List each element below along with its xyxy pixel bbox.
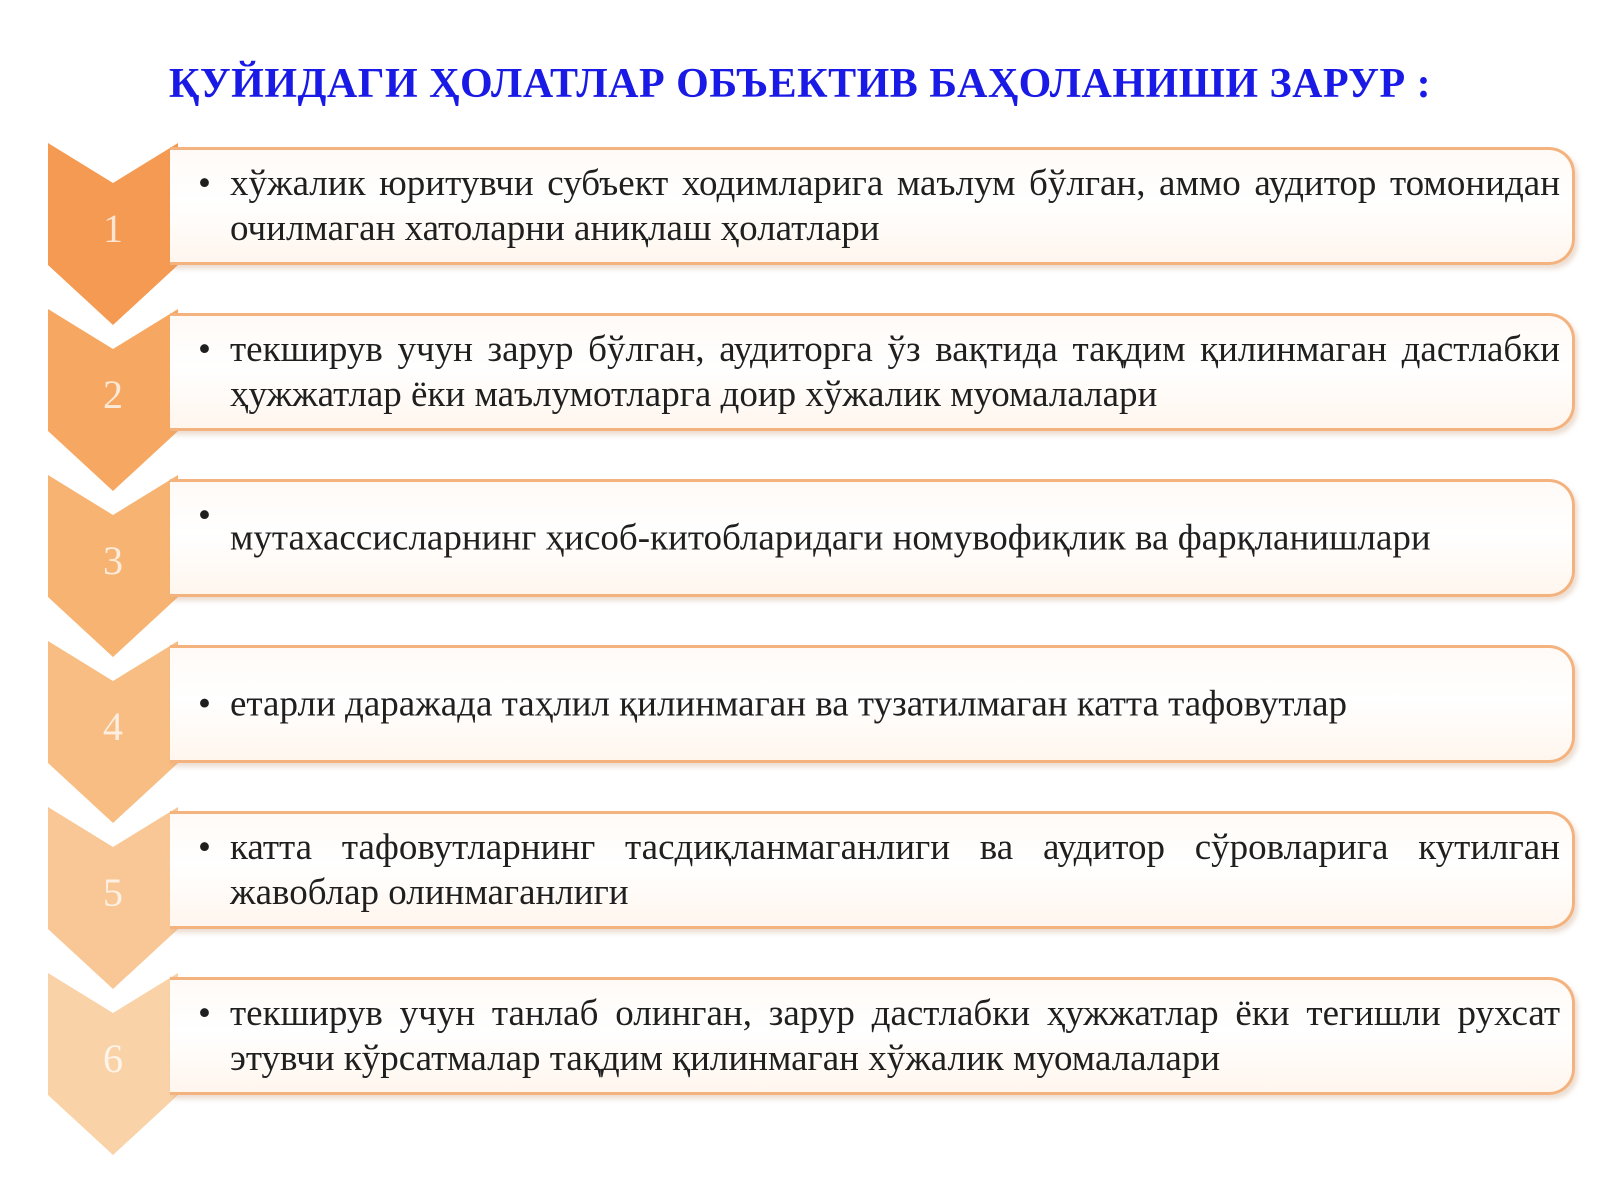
bullet-icon: • — [198, 163, 211, 204]
slide-title: ҚУЙИДАГИ ҲОЛАТЛАР ОБЪЕКТИВ БАҲОЛАНИШИ ЗАРУР : — [168, 61, 1432, 107]
step-text-6: текширув учун танлаб олинган, зарур дастлабки ҳужжатлар ёки тегишли рухсат этувчи кўрсатмалар тақдим қилинмаган хўжалик муомалалари — [230, 993, 1560, 1079]
step-box-4 — [170, 645, 1575, 763]
step-text-1: хўжалик юритувчи субъект ходимларига маълум бўлган, аммо аудитор томонидан очилмаган хатоларни аниқлаш ҳолатлари — [230, 163, 1560, 249]
step-box-6 — [170, 977, 1575, 1095]
chevron-number-5: 5 — [103, 870, 123, 915]
step-box-3 — [170, 479, 1575, 597]
chevron-number-4: 4 — [103, 704, 123, 749]
step-text-3: мутахассисларнинг ҳисоб-китобларидаги номувофиқлик ва фарқланишлари — [230, 517, 1431, 559]
step-box-5 — [170, 811, 1575, 929]
chevron-number-1: 1 — [103, 206, 123, 251]
bullet-icon: • — [198, 683, 211, 725]
bullet-icon: • — [198, 993, 211, 1034]
chevron-number-3: 3 — [103, 538, 123, 583]
step-text-2: текширув учун зарур бўлган, аудиторга ўз вақтида тақдим қилинмаган дастлабки ҳужжатлар ёки маълумотларга доир хўжалик муомалалари — [230, 329, 1560, 415]
bullet-icon: • — [198, 827, 211, 868]
step-text-4: етарли даражада таҳлил қилинмаган ва тузатилмаган катта тафовутлар — [230, 683, 1348, 725]
bullet-icon: • — [198, 329, 211, 370]
step-text-5: катта тафовутларнинг тасдиқланмаганлиги ва аудитор сўровларига кутилган жавоблар олинмаганлиги — [230, 827, 1560, 913]
step-box-1 — [170, 147, 1575, 265]
chevron-number-6: 6 — [103, 1036, 123, 1081]
chevron-number-2: 2 — [103, 372, 123, 417]
step-box-2 — [170, 313, 1575, 431]
bullet-icon: • — [198, 495, 211, 536]
